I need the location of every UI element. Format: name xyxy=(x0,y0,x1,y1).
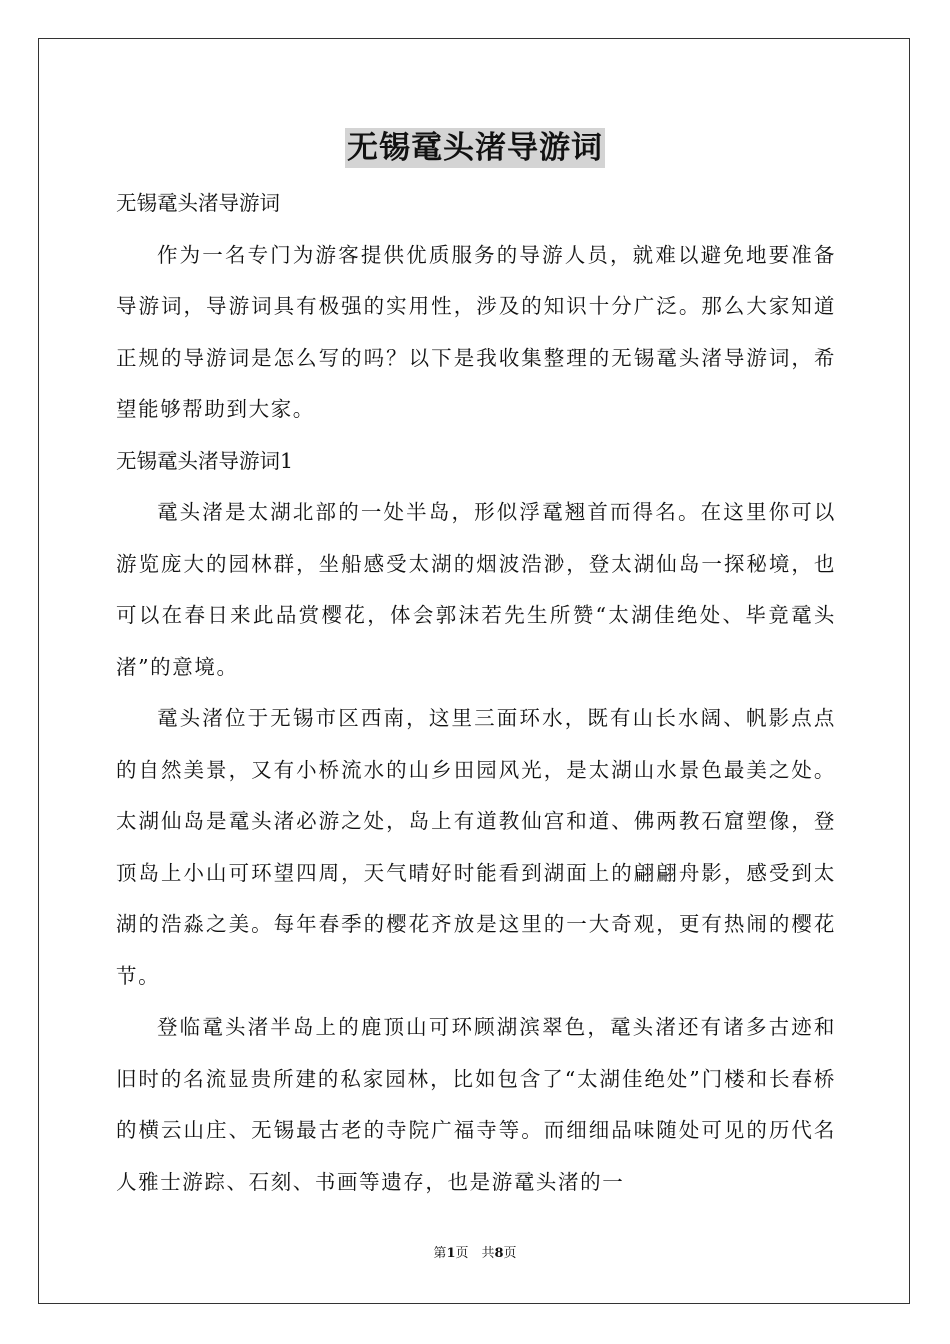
body-paragraph-3: 登临鼋头渚半岛上的鹿顶山可环顾湖滨翠色，鼋头渚还有诸多古迹和旧时的名流显贵所建的私家园林，比如包含了“太湖佳绝处”门楼和长春桥的横云山庄、无锡最古老的寺院广福寺等。而细细品味随处可见的历代名人雅士游踪、石刻、书画等遗存，也是游鼋头渚的一 xyxy=(116,1015,836,1194)
intro-paragraph: 作为一名专门为游客提供优质服务的导游人员，就难以避免地要准备导游词，导游词具有极强的实用性，涉及的知识十分广泛。那么大家知道正规的导游词是怎么写的吗？以下是我收集整理的无锡鼋头渚导游词，希望能够帮助到大家。 xyxy=(116,242,836,421)
title-container xyxy=(0,128,950,168)
footer-page-current: 1 xyxy=(446,1246,456,1261)
section-heading: 无锡鼋头渚导游词1 xyxy=(116,448,294,473)
footer-page-mid: 页 共 xyxy=(455,1246,495,1261)
document-title: 无锡鼋头渚导游词 xyxy=(347,130,603,166)
body-paragraph-2: 鼋头渚位于无锡市区西南，这里三面环水，既有山长水阔、帆影点点的自然美景，又有小桥流水的山乡田园风光，是太湖山水景色最美之处。太湖仙岛是鼋头渚必游之处，岛上有道教仙宫和道、佛两教石窟塑像，登顶岛上小山可环望四周，天气晴好时能看到湖面上的翩翩舟影，感受到太湖的浩淼之美。每年春季的樱花齐放是这里的一大奇观，更有热闹的樱花节。 xyxy=(116,706,836,988)
page-footer xyxy=(0,1244,950,1264)
document-body xyxy=(116,178,836,1208)
footer-page-total: 8 xyxy=(494,1246,504,1261)
footer-page-suffix: 页 xyxy=(503,1246,517,1261)
body-paragraph-1: 鼋头渚是太湖北部的一处半岛，形似浮鼋翘首而得名。在这里你可以游览庞大的园林群，坐船感受太湖的烟波浩渺，登太湖仙岛一探秘境，也可以在春日来此品赏樱花，体会郭沫若先生所赞“太湖佳绝处、毕竟鼋头渚”的意境。 xyxy=(116,500,836,679)
footer-page-prefix: 第 xyxy=(433,1246,447,1261)
document-subtitle: 无锡鼋头渚导游词 xyxy=(116,191,280,215)
